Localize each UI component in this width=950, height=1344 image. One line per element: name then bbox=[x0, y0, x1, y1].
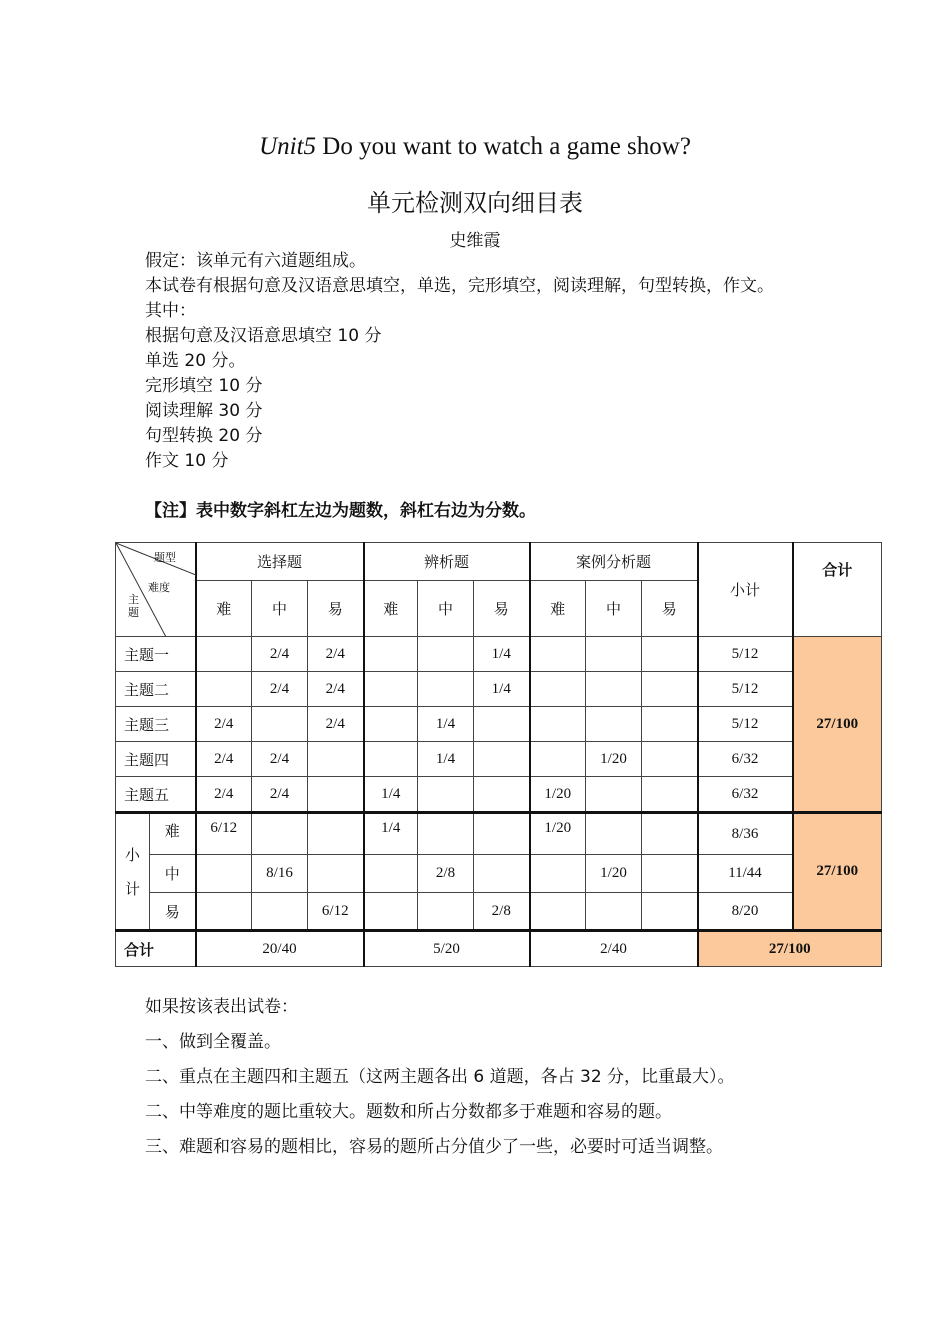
table-row bbox=[116, 893, 882, 931]
corner-topic-label-1: 主 bbox=[128, 593, 139, 606]
row-subtotal: 5/12 bbox=[698, 672, 793, 707]
table-cell: 1/20 bbox=[586, 855, 642, 893]
table-cell: 2/4 bbox=[196, 707, 252, 742]
table-cell bbox=[586, 777, 642, 813]
level-header: 难 bbox=[196, 581, 252, 637]
table-cell bbox=[196, 855, 252, 893]
table-cell: 2/4 bbox=[308, 707, 364, 742]
table-cell bbox=[252, 707, 308, 742]
row-subtotal: 6/32 bbox=[698, 742, 793, 777]
table-cell bbox=[642, 637, 698, 672]
table-cell: 6/12 bbox=[196, 813, 252, 855]
table-cell: 2/4 bbox=[252, 672, 308, 707]
title-rest: Do you want to watch a game show? bbox=[316, 133, 691, 160]
level-header: 易 bbox=[474, 581, 530, 637]
level-header: 易 bbox=[308, 581, 364, 637]
table-note: 【注】表中数字斜杠左边为题数，斜杠右边为分数。 bbox=[145, 501, 536, 521]
conclusion-line: 二、重点在主题四和主题五（这两主题各出 6 道题，各占 32 分，比重最大）。 bbox=[145, 1067, 735, 1087]
table-cell: 2/8 bbox=[474, 893, 530, 931]
table-cell bbox=[586, 813, 642, 855]
total-header: 合计 bbox=[793, 543, 882, 637]
level-header: 中 bbox=[252, 581, 308, 637]
table-cell bbox=[530, 637, 586, 672]
table-cell bbox=[474, 813, 530, 855]
total-analysis: 5/20 bbox=[364, 931, 530, 967]
conclusion-line: 如果按该表出试卷： bbox=[145, 997, 298, 1017]
row-subtotal: 8/20 bbox=[698, 893, 793, 931]
subtotal-label-2: 计 bbox=[124, 879, 140, 898]
topic-label: 主题五 bbox=[116, 777, 196, 813]
total-row bbox=[116, 931, 882, 967]
table-cell bbox=[308, 813, 364, 855]
topic-total-cell: 27/100 bbox=[793, 637, 882, 813]
intro-line: 句型转换 20 分 bbox=[145, 426, 263, 446]
table-cell bbox=[418, 893, 474, 931]
row-subtotal: 8/36 bbox=[698, 813, 793, 855]
table-cell: 1/4 bbox=[474, 672, 530, 707]
title-unit: Unit5 bbox=[259, 133, 317, 160]
grand-total: 27/100 bbox=[698, 931, 882, 967]
conclusion-paragraphs bbox=[145, 990, 925, 1165]
level-label: 易 bbox=[150, 893, 196, 931]
table-cell bbox=[530, 893, 586, 931]
table-cell: 2/4 bbox=[308, 637, 364, 672]
table-cell: 2/8 bbox=[418, 855, 474, 893]
table-cell bbox=[196, 637, 252, 672]
level-header: 易 bbox=[642, 581, 698, 637]
table-cell: 1/4 bbox=[418, 742, 474, 777]
intro-line: 单选 20 分。 bbox=[145, 351, 246, 371]
table-row bbox=[116, 637, 882, 672]
table-cell bbox=[642, 672, 698, 707]
row-subtotal: 5/12 bbox=[698, 637, 793, 672]
table-cell: 1/4 bbox=[418, 707, 474, 742]
level-header: 难 bbox=[530, 581, 586, 637]
level-header: 中 bbox=[586, 581, 642, 637]
intro-line: 作文 10 分 bbox=[145, 451, 229, 471]
subtotal-total-cell: 27/100 bbox=[793, 813, 882, 931]
table-cell bbox=[364, 893, 418, 931]
table-cell bbox=[474, 855, 530, 893]
table-cell bbox=[196, 672, 252, 707]
intro-line: 其中： bbox=[145, 301, 196, 321]
group-header-choice: 选择题 bbox=[196, 543, 364, 581]
table-cell bbox=[364, 672, 418, 707]
table-cell: 8/16 bbox=[252, 855, 308, 893]
table-cell bbox=[364, 855, 418, 893]
table-cell bbox=[586, 672, 642, 707]
corner-difficulty-label: 难度 bbox=[148, 581, 170, 594]
table-cell bbox=[196, 893, 252, 931]
table-cell: 2/4 bbox=[252, 777, 308, 813]
level-header: 难 bbox=[364, 581, 418, 637]
table-cell bbox=[586, 707, 642, 742]
row-subtotal: 6/32 bbox=[698, 777, 793, 813]
table-row bbox=[116, 742, 882, 777]
intro-line: 本试卷有根据句意及汉语意思填空，单选，完形填空，阅读理解，句型转换，作文。 bbox=[145, 276, 774, 296]
corner-topic-label-2: 题 bbox=[128, 606, 139, 619]
intro-paragraphs bbox=[145, 249, 925, 474]
specification-table bbox=[115, 542, 882, 967]
table-cell bbox=[418, 813, 474, 855]
table-cell bbox=[586, 637, 642, 672]
conclusion-line: 一、做到全覆盖。 bbox=[145, 1032, 281, 1052]
table-cell bbox=[474, 742, 530, 777]
table-cell bbox=[418, 637, 474, 672]
topic-label: 主题三 bbox=[116, 707, 196, 742]
table-cell: 2/4 bbox=[252, 637, 308, 672]
table-cell: 1/4 bbox=[364, 777, 418, 813]
table-cell bbox=[642, 893, 698, 931]
table-cell bbox=[308, 855, 364, 893]
table-cell bbox=[474, 777, 530, 813]
topic-label: 主题二 bbox=[116, 672, 196, 707]
table-cell bbox=[364, 637, 418, 672]
table-cell bbox=[530, 672, 586, 707]
table-cell bbox=[364, 742, 418, 777]
table-cell bbox=[418, 672, 474, 707]
table-cell bbox=[530, 855, 586, 893]
intro-line: 根据句意及汉语意思填空 10 分 bbox=[145, 326, 382, 346]
level-label: 中 bbox=[150, 855, 196, 893]
table-row bbox=[116, 855, 882, 893]
corner-type-label: 题型 bbox=[154, 551, 176, 564]
table-cell bbox=[308, 742, 364, 777]
corner-header-cell bbox=[116, 543, 196, 637]
intro-line: 假定：该单元有六道题组成。 bbox=[145, 251, 366, 271]
subtotal-header: 小计 bbox=[698, 543, 793, 637]
total-choice: 20/40 bbox=[196, 931, 364, 967]
table-cell bbox=[364, 707, 418, 742]
subtotal-block-label bbox=[116, 813, 150, 931]
table-cell: 6/12 bbox=[308, 893, 364, 931]
level-header: 中 bbox=[418, 581, 474, 637]
table-cell: 1/4 bbox=[364, 813, 418, 855]
table-cell bbox=[474, 707, 530, 742]
document-title bbox=[0, 133, 950, 161]
table-cell: 2/4 bbox=[252, 742, 308, 777]
table-cell bbox=[418, 777, 474, 813]
table-cell bbox=[642, 855, 698, 893]
table-row bbox=[116, 672, 882, 707]
table-cell bbox=[308, 777, 364, 813]
table-cell bbox=[642, 813, 698, 855]
table-row bbox=[116, 707, 882, 742]
subtotal-label-1: 小 bbox=[124, 845, 140, 864]
row-subtotal: 11/44 bbox=[698, 855, 793, 893]
topic-label: 主题一 bbox=[116, 637, 196, 672]
table-cell: 1/4 bbox=[474, 637, 530, 672]
row-subtotal: 5/12 bbox=[698, 707, 793, 742]
group-header-analysis: 辨析题 bbox=[364, 543, 530, 581]
table-row bbox=[116, 813, 882, 855]
group-header-case: 案例分析题 bbox=[530, 543, 698, 581]
conclusion-line: 二、中等难度的题比重较大。题数和所占分数都多于难题和容易的题。 bbox=[145, 1102, 672, 1122]
table-cell bbox=[586, 893, 642, 931]
table-cell: 2/4 bbox=[196, 777, 252, 813]
intro-line: 阅读理解 30 分 bbox=[145, 401, 263, 421]
table-cell bbox=[252, 893, 308, 931]
table-cell bbox=[642, 707, 698, 742]
level-label: 难 bbox=[150, 813, 196, 855]
table-cell: 2/4 bbox=[196, 742, 252, 777]
table-cell bbox=[252, 813, 308, 855]
table-cell bbox=[642, 777, 698, 813]
table-cell bbox=[530, 742, 586, 777]
author-name: 史维霞 bbox=[449, 231, 501, 251]
intro-line: 完形填空 10 分 bbox=[145, 376, 263, 396]
topic-label: 主题四 bbox=[116, 742, 196, 777]
table-cell: 1/20 bbox=[586, 742, 642, 777]
table-row bbox=[116, 777, 882, 813]
table-cell bbox=[642, 742, 698, 777]
table-cell: 2/4 bbox=[308, 672, 364, 707]
table-cell bbox=[530, 707, 586, 742]
total-case: 2/40 bbox=[530, 931, 698, 967]
total-row-label: 合计 bbox=[116, 931, 196, 967]
table-cell: 1/20 bbox=[530, 777, 586, 813]
table-cell: 1/20 bbox=[530, 813, 586, 855]
conclusion-line: 三、难题和容易的题相比，容易的题所占分值少了一些，必要时可适当调整。 bbox=[145, 1137, 723, 1157]
document-subtitle: 单元检测双向细目表 bbox=[367, 189, 583, 217]
